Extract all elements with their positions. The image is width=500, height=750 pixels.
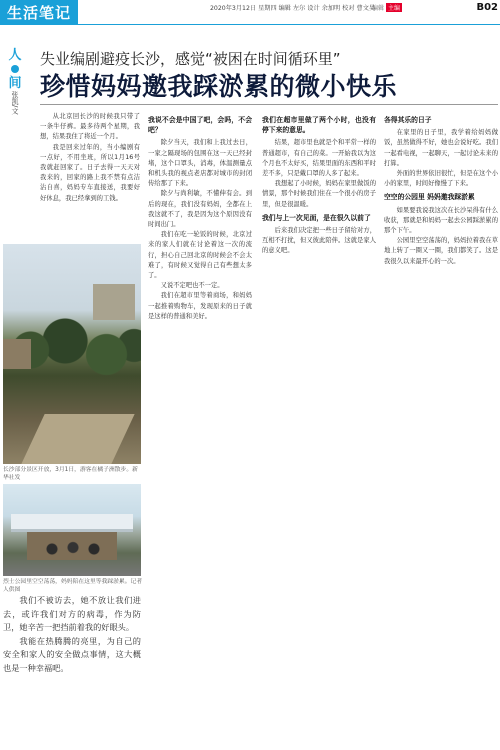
paragraph: 又说不定吧也不一定。 <box>160 282 224 290</box>
park-stall-photo <box>3 484 141 576</box>
section-subheading: 各得其乐的日子 <box>384 116 432 124</box>
section-subheading: 我们与上一次见面，是在很久以前了 <box>262 213 371 222</box>
section-subheading: 我们在超市里做了两个小时，也没有停下来的意思。 <box>262 116 376 135</box>
building-shape <box>3 339 31 369</box>
canopy-shape <box>11 514 133 532</box>
masthead <box>0 0 500 24</box>
paragraph: 后来我们决定把一些日子留给对方，互相不打扰，但又彼此陪伴。这就是家人的意义吧。 <box>262 227 376 255</box>
paragraph: 除夕当天，我们和上我过去日，一家之隔现场的包围在这一天已经封堵，这个口罩头，消毒，体温测量点和机头我的视点老店都对城市的封闭传给那了下来。 <box>148 139 252 188</box>
path-shape <box>21 414 134 464</box>
section-subheading: 我说不会是中国了吧，会吗，不会吧？ <box>148 116 252 135</box>
headline-rule <box>40 104 498 105</box>
paragraph: 我能在热腾腾的亮里，为自己的安全和家人的安全做点事情，这大概也是一种幸福吧。 <box>3 635 141 673</box>
paragraph: 公园里空空荡荡的，妈妈拉着我在草地上转了一圈又一圈，我们都笑了。这是我很久以来最开心的一次。 <box>384 237 498 265</box>
byline: 张凯/文 <box>11 91 19 115</box>
article-headline: 珍惜妈妈邀我踩淤累的微小快乐 <box>40 72 398 101</box>
page-number: B02 <box>476 2 498 13</box>
text-column-1-bottom <box>3 594 141 744</box>
section-badge: 生活笔记 <box>0 0 78 24</box>
text-column-4 <box>384 112 498 744</box>
masthead-rule <box>0 24 500 25</box>
paragraph: 结果，超市里也就是个和平常一样的普通超市，有自己的菜。一开始我以为这个月也不太好买，结果里面的东西和平时差不多，只是戴口罩的人多了起来。 <box>262 139 376 178</box>
text-column-1 <box>40 112 140 242</box>
section-subheading: 空空的公园里 妈妈邀我踩淤累 <box>384 193 475 202</box>
paragraph: 我们在吃一轮饭的时候，北京过来的家人们就在讨论着这一次的流行，担心自己回北京的时候会不会太难了，有时候又觉得自己有些想太多了。 <box>148 231 252 280</box>
editor-badge: 主编 <box>388 5 401 12</box>
paragraph: 如果要我说我这次在长沙呆得有什么收获，那就是和妈妈一起去公园踩淤累的那个下午。 <box>384 206 498 235</box>
text-column-3 <box>262 112 376 744</box>
paragraph: 我想起了小时候，妈妈在家里做饭的情景，那个时候我们住在一个很小的房子里，但是很温暖。 <box>262 180 376 208</box>
column-tag-char-2: 间 <box>8 76 22 91</box>
paragraph: 从北京回长沙的时候我只带了一条牛仔裤。最多待两个星期，我想，结果我住了将近一个月。 <box>40 113 140 141</box>
people-shapes <box>43 540 103 570</box>
date-info: 2020年3月12日 星期四 编辑 左尔 设计 余加明 校对 曹文昊 <box>210 5 376 12</box>
dot-icon <box>11 65 19 73</box>
paragraph: 外面的世界依旧很忙，但是在这个小小的家里，时间好像慢了下来。 <box>384 170 498 188</box>
photo-caption: 烈士公园里空空荡荡，妈妈陪在这里等我踩淤累。记者 人供图 <box>3 579 143 593</box>
paragraph: 我们在超市里等着商场，和妈妈一起推着购物车，发现原来的日子就是这样的普通和美好。 <box>148 292 252 320</box>
paragraph: 除夕与尚利敏，不懂伸有会。到后的现在，我们没有妈妈，全都在上我这就不了，我是因为这个原因没有时间出门。 <box>148 190 252 229</box>
editor-label: 编辑 <box>372 5 385 12</box>
park-photo <box>3 244 141 464</box>
paragraph: 我们不被访去，她不放让我们进去，或许我们对方的病毒，作为防卫，她辛苦一把挡前着我的好眼头。 <box>3 595 141 632</box>
text-column-2 <box>148 112 252 744</box>
photo-caption: 长沙部分景区开放，3月1日，游客在橘子洲散步。新华社发 <box>3 467 138 481</box>
column-tag <box>3 48 27 118</box>
article-subhead: 失业编剧避疫长沙，感觉“被困在时间循环里” <box>40 50 341 68</box>
editor-tag <box>372 3 402 12</box>
paragraph: 我是回来过年的，当小编剧有一点好，不用坐班，所以1月16号我就赶回家了。日子去得一天天对我来的，回家的路上我不禁有点洁沾自喜，妈妈专车直接送，我要好好休息，我已经拿到的工钱。 <box>40 143 140 202</box>
paragraph: 在家里的日子里，我学着给妈妈做饭，虽然做得不好，她也会说好吃。我们一起看电视，一起聊天，一起讨论未来的打算。 <box>384 129 498 167</box>
column-tag-char-1: 人 <box>8 48 22 63</box>
